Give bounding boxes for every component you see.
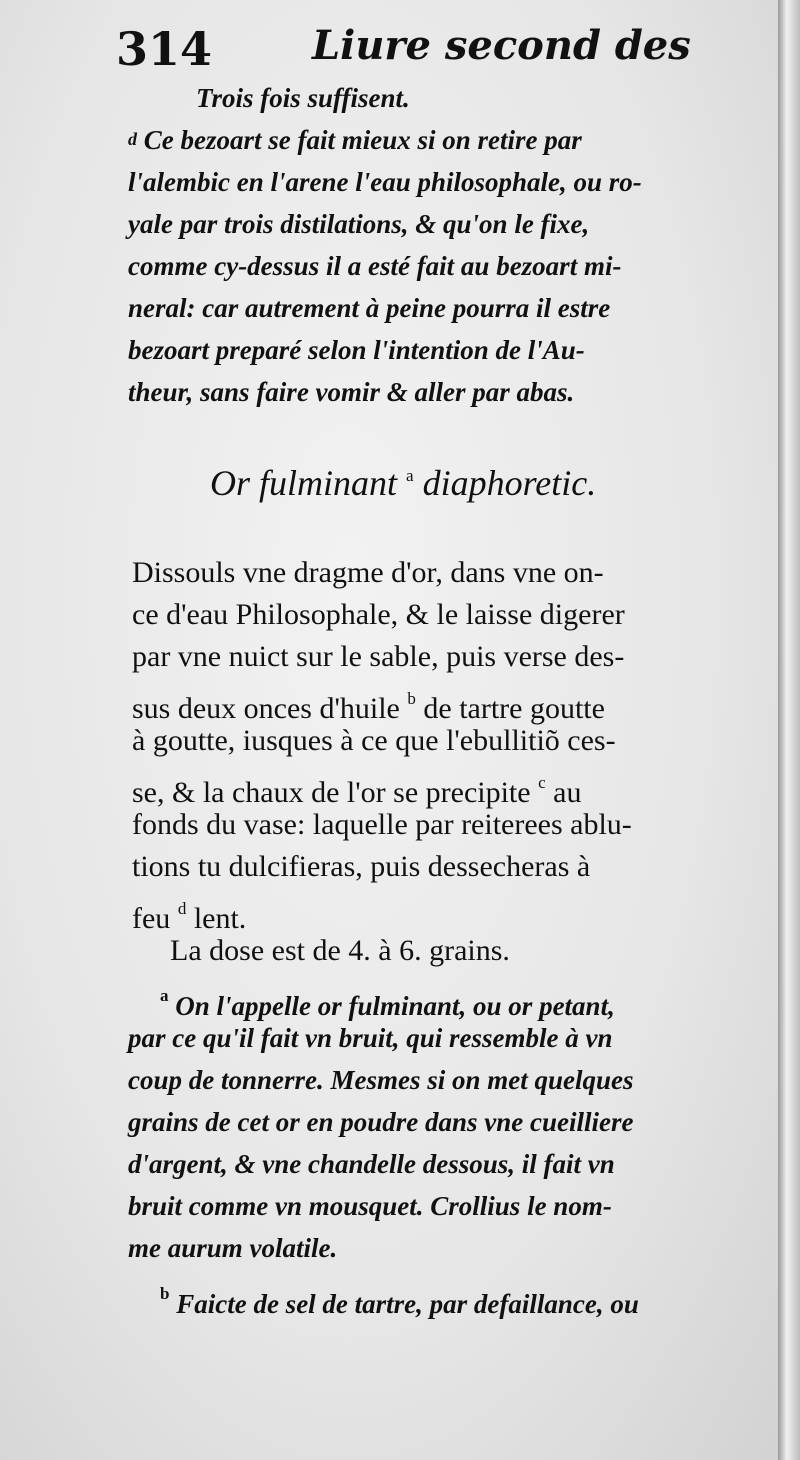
- footnote-line: grains de cet or en poudre dans vne cueilliere: [128, 1107, 634, 1137]
- note-text: Ce bezoart se fait mieux si on retire par: [143, 125, 582, 155]
- note-line: neral: car autrement à peine pourra il estre: [128, 293, 611, 323]
- page-edge: [778, 0, 800, 1460]
- note-line: l'alembic en l'arene l'eau philosophale, ou ro-: [128, 167, 642, 197]
- note-line: yale par trois distilations, & qu'on le fixe,: [128, 209, 590, 239]
- body-text: de tartre goutte: [423, 692, 605, 725]
- footnote-line: [160, 1276, 780, 1322]
- footnote-line: [160, 978, 780, 1024]
- note-line: bezoart preparé selon l'intention de l'Au-: [128, 335, 585, 365]
- body-line: à goutte, iusques à ce que l'ebullitiõ ces-: [132, 724, 616, 757]
- running-title: Liure second des: [312, 22, 691, 69]
- body-line: tions tu dulcifieras, puis dessecheras à: [132, 850, 591, 883]
- body-text: au: [553, 776, 582, 809]
- body-text: feu: [132, 902, 171, 935]
- footnote-line: coup de tonnerre. Mesmes si on met quelques: [128, 1065, 634, 1095]
- footnote-marker: b: [407, 689, 416, 708]
- footnote-marker: a: [160, 986, 169, 1005]
- body-line: par vne nuict sur le sable, puis verse des-: [132, 640, 625, 673]
- section-title-marker: a: [406, 466, 414, 485]
- section-title: [210, 462, 710, 504]
- footnote-marker: d: [177, 899, 187, 918]
- section-title-rest: diaphoretic.: [422, 463, 597, 503]
- body-line: Dissouls vne dragme d'or, dans vne on-: [132, 556, 604, 589]
- body-text: se, & la chaux de l'or se precipite: [132, 776, 531, 809]
- footnote-text: On l'appelle or fulminant, ou or petant,: [175, 991, 615, 1021]
- footnote-text: Faicte de sel de tartre, par defaillance, ou: [176, 1289, 639, 1319]
- running-header: [116, 22, 736, 78]
- body-line: ce d'eau Philosophale, & le laisse digerer: [132, 598, 625, 631]
- footnote-line: d'argent, & vne chandelle dessous, il fait vn: [128, 1149, 615, 1179]
- section-title-text: Or fulminant: [210, 463, 398, 503]
- footnote-marker: c: [538, 773, 546, 792]
- page-number: 314: [116, 22, 213, 76]
- body-text: lent.: [193, 902, 247, 935]
- note-marker: d: [128, 129, 137, 149]
- note-line: comme cy-dessus il a esté fait au bezoart mi-: [128, 251, 622, 281]
- footnote-marker: b: [160, 1284, 170, 1303]
- note-line: Trois fois suffisent.: [196, 83, 410, 113]
- body-line: fonds du vase: laquelle par reiterees ablu-: [132, 808, 632, 841]
- note-line: theur, sans faire vomir & aller par abas.: [128, 377, 575, 407]
- body-text: sus deux onces d'huile: [132, 692, 400, 725]
- footnote-line: bruit comme vn mousquet. Crollius le nom-: [128, 1191, 612, 1221]
- footnote-line: par ce qu'il fait vn bruit, qui ressemble à vn: [128, 1023, 613, 1053]
- note-line: [128, 122, 748, 161]
- dose-line: La dose est de 4. à 6. grains.: [170, 934, 510, 967]
- footnote-line: me aurum volatile.: [128, 1233, 338, 1263]
